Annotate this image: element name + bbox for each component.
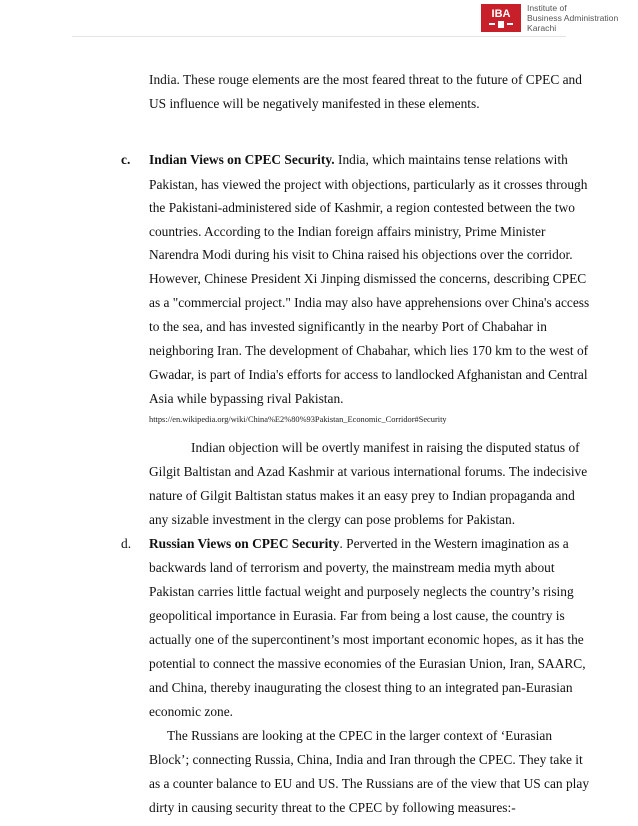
institute-name <box>527 3 618 33</box>
logo-letters: IBA <box>491 8 511 20</box>
body-line: countries. According to the Indian foreign affairs ministry, Prime Minister <box>149 224 546 239</box>
body-line: potential to connect the massive economies of the Eurasian Union, Iran, SAARC, <box>149 656 586 671</box>
body-line: as a counter balance to EU and US. The Russians are of the view that US can play <box>149 776 590 791</box>
body-line: Block’; connecting Russia, China, India and Iran through the CPEC. They take it <box>149 752 583 767</box>
section-d-heading: Russian Views on CPEC Security <box>149 536 340 551</box>
section-d-first-line-rest: . Perverted in the Western imagination as a <box>339 536 569 551</box>
institute-line: Karachi <box>527 23 557 33</box>
body-line: Gilgit Baltistan and Azad Kashmir at various international forums. The indecisive <box>149 464 588 479</box>
body-line: and China, thereby inaugurating the closest thing to an integrated pan-Eurasian <box>149 680 573 695</box>
body-line: The Russians are looking at the CPEC in the larger context of ‘Eurasian <box>167 728 553 743</box>
body-line: Asia while bypassing rival Pakistan. <box>149 391 344 406</box>
body-line: geopolitical importance in Eurasia. Far from being a lost cause, the country is <box>149 608 565 623</box>
body-line: Indian objection will be overtly manifest in raising the disputed status of <box>191 440 580 455</box>
institute-line: Institute of <box>527 3 567 13</box>
body-line: economic zone. <box>149 704 234 719</box>
body-line: Narendra Modi during his visit to China raised his objections over the corridor. <box>149 247 573 262</box>
body-line: actually one of the supercontinent’s most important economic hopes, as it has the <box>149 632 584 647</box>
body-line: However, Chinese President Xi Jinping dismissed the concerns, describing CPEC <box>149 271 587 286</box>
body-line: Pakistan carries little factual weight and purposely neglects the country’s rising <box>149 584 574 599</box>
section-c-first-line <box>149 152 568 168</box>
section-c-label: c. <box>121 152 131 167</box>
body-line: backwards land of terrorism and poverty, the mainstream media myth about <box>149 560 555 575</box>
body-line: nature of Gilgit Baltistan status makes it an easy prey to Indian propaganda and <box>149 488 575 503</box>
iba-logo-icon <box>481 4 521 32</box>
body-line: India. These rouge elements are the most feared threat to the future of CPEC and <box>149 72 582 87</box>
section-c-first-line-rest: India, which maintains tense relations with <box>334 152 568 167</box>
body-line: dirty in causing security threat to the CPEC by following measures:- <box>149 800 516 815</box>
body-line: Pakistan, has viewed the project with objections, particularly as it crosses through <box>149 177 588 192</box>
body-line: the Pakistani-administered side of Kashmir, a region contested between the two <box>149 200 575 215</box>
source-url: https://en.wikipedia.org/wiki/China%E2%80%93Pakistan_Economic_Corridor#Security <box>149 415 447 424</box>
body-line: as a "commercial project." India may also have apprehensions over China's access <box>149 295 590 310</box>
section-c-heading: Indian Views on CPEC Security. <box>149 152 335 167</box>
institute-line: Business Administration <box>527 13 619 23</box>
body-line: to the sea, and has invested significantly in the nearby Port of Chabahar in <box>149 319 547 334</box>
section-d-first-line <box>149 536 569 552</box>
body-line: US influence will be negatively manifested in these elements. <box>149 96 480 111</box>
body-line: neighboring Iran. The development of Chabahar, which lies 170 km to the west of <box>149 343 589 358</box>
header-divider <box>72 36 566 37</box>
section-d-label: d. <box>121 536 132 551</box>
body-line: Gwadar, is part of India's efforts for access to landlocked Afghanistan and Central <box>149 367 588 382</box>
body-line: any sizable investment in the clergy can pose problems for Pakistan. <box>149 512 516 527</box>
